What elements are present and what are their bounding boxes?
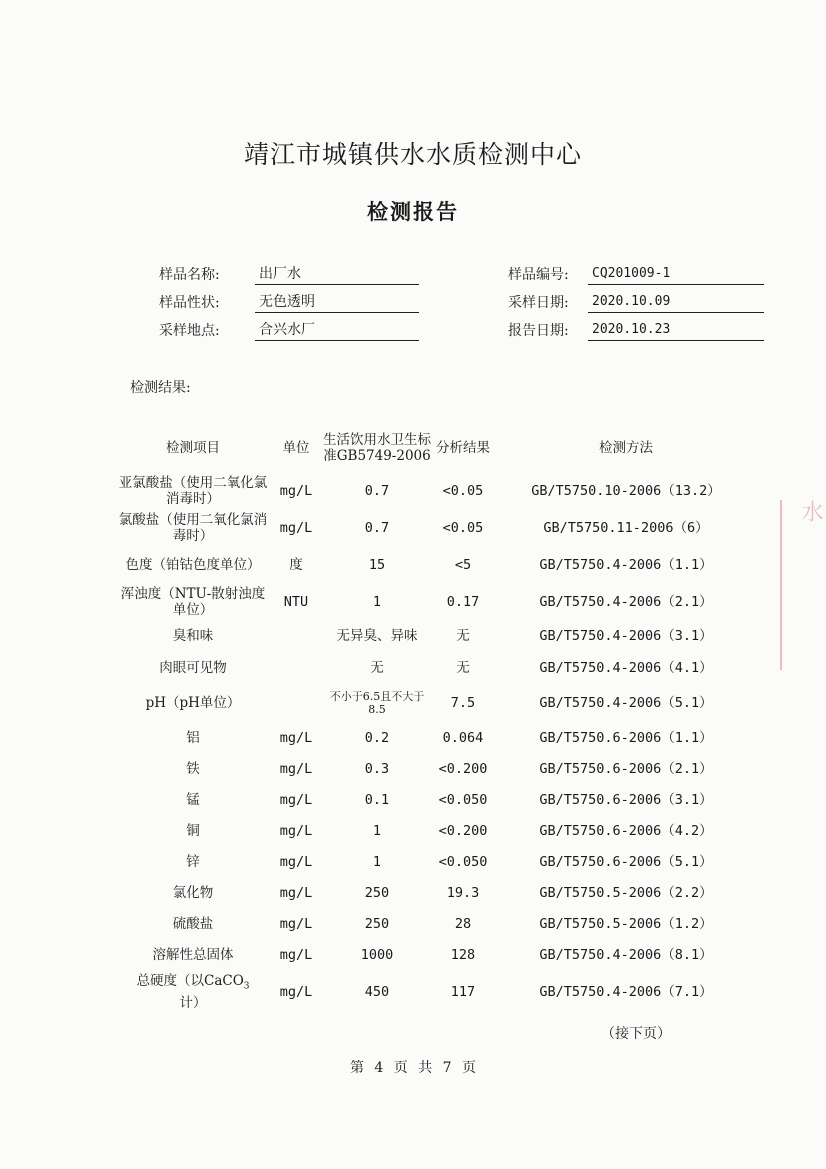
item-method: GB/T5750.4-2006（7.1） <box>539 984 713 1000</box>
item-standard: 450 <box>364 984 390 1000</box>
table-header-row <box>117 424 757 472</box>
item-unit: mg/L <box>279 884 313 901</box>
table-row <box>117 846 757 877</box>
item-name-part: 总硬度（以CaCO <box>136 973 244 990</box>
item-name: 铜 <box>186 822 200 839</box>
item-result: <0.05 <box>442 482 484 499</box>
report-date-value: 2020.10.23 <box>588 320 764 341</box>
table-row <box>117 684 757 722</box>
item-unit: mg/L <box>279 822 313 839</box>
item-name: 色度（铂钴色度单位） <box>125 557 261 573</box>
item-standard: 0.3 <box>364 760 390 777</box>
item-result: <0.200 <box>438 822 488 839</box>
item-result: 0.17 <box>446 594 480 610</box>
sample-id-value: CQ201009-1 <box>588 264 764 285</box>
stamp-text: 水 <box>798 500 823 522</box>
sample-property-label: 样品性状: <box>159 295 220 311</box>
item-result: <0.200 <box>438 760 488 777</box>
item-method: GB/T5750.6-2006（1.1） <box>539 729 713 746</box>
table-row <box>117 652 757 684</box>
header-item: 检测项目 <box>166 440 220 456</box>
item-unit: mg/L <box>279 482 313 499</box>
item-method: GB/T5750.4-2006（1.1） <box>539 557 713 573</box>
item-unit <box>269 684 323 722</box>
item-unit: mg/L <box>279 915 313 932</box>
item-result: 无 <box>456 660 470 676</box>
item-result: 0.064 <box>442 729 484 746</box>
item-method: GB/T5750.4-2006（8.1） <box>539 946 713 963</box>
item-method: GB/T5750.6-2006（5.1） <box>539 853 713 870</box>
item-method: GB/T5750.4-2006（2.1） <box>539 594 713 610</box>
item-standard: 0.7 <box>364 482 390 499</box>
item-unit <box>269 652 323 684</box>
item-unit: NTU <box>283 594 309 610</box>
table-row <box>117 877 757 908</box>
item-standard: 1 <box>372 853 382 870</box>
item-unit: mg/L <box>279 853 313 870</box>
item-unit: mg/L <box>279 984 313 1000</box>
item-method: GB/T5750.11-2006（6） <box>543 519 709 536</box>
sample-id-label: 样品编号: <box>508 267 569 283</box>
item-unit: mg/L <box>279 519 313 536</box>
sample-date-value: 2020.10.09 <box>588 292 764 313</box>
item-unit: 度 <box>289 557 303 573</box>
item-result: <5 <box>454 557 472 573</box>
item-unit: mg/L <box>279 791 313 808</box>
item-name: pH（pH单位） <box>145 695 241 711</box>
table-row <box>117 546 757 584</box>
results-table <box>117 424 757 1014</box>
item-name: 氯酸盐（使用二氧化氯消毒时） <box>118 511 268 544</box>
item-unit: mg/L <box>279 760 313 777</box>
header-method: 检测方法 <box>599 440 653 456</box>
item-standard: 0.7 <box>364 519 390 536</box>
table-row <box>117 509 757 546</box>
item-result: <0.050 <box>438 853 488 870</box>
item-standard: 1 <box>372 822 382 839</box>
item-method: GB/T5750.4-2006（3.1） <box>539 628 713 644</box>
item-standard: 不小于6.5且不大于8.5 <box>329 690 425 716</box>
item-method: GB/T5750.6-2006（3.1） <box>539 791 713 808</box>
header-result: 分析结果 <box>436 440 490 456</box>
item-method: GB/T5750.5-2006（1.2） <box>539 915 713 932</box>
item-method: GB/T5750.6-2006（4.2） <box>539 822 713 839</box>
item-standard: 250 <box>364 884 390 901</box>
item-result: <0.050 <box>438 791 488 808</box>
item-method: GB/T5750.10-2006（13.2） <box>531 482 721 499</box>
item-name: 臭和味 <box>172 628 214 644</box>
item-result: 117 <box>450 984 476 1000</box>
table-row <box>117 620 757 652</box>
item-standard: 0.2 <box>364 729 390 746</box>
item-standard: 1 <box>372 594 382 610</box>
page-footer: 第 4 页 共 7 页 <box>349 1060 477 1076</box>
results-label: 检测结果: <box>130 380 191 396</box>
item-standard: 15 <box>368 557 386 573</box>
item-unit: mg/L <box>279 946 313 963</box>
item-result: 7.5 <box>450 695 476 711</box>
item-name-subscript: 3 <box>243 981 250 992</box>
item-name: 锌 <box>186 853 200 870</box>
item-name: 浑浊度（NTU-散射浊度单位） <box>120 586 266 618</box>
sample-location-value: 合兴水厂 <box>255 320 419 341</box>
table-row <box>117 722 757 753</box>
table-row <box>117 784 757 815</box>
continued-note: （接下页） <box>601 1026 671 1042</box>
item-unit: mg/L <box>279 729 313 746</box>
item-method: GB/T5750.6-2006（2.1） <box>539 760 713 777</box>
organization-title: 靖江市城镇供水水质检测中心 <box>243 140 582 169</box>
item-method: GB/T5750.4-2006（4.1） <box>539 660 713 676</box>
report-title: 检测报告 <box>367 200 459 224</box>
table-row <box>117 815 757 846</box>
item-result: 28 <box>454 915 472 932</box>
item-name-part: 计） <box>179 994 207 1011</box>
sample-location-label: 采样地点: <box>159 323 220 339</box>
item-standard: 0.1 <box>364 791 390 808</box>
table-row <box>117 584 757 620</box>
item-standard: 无 <box>370 660 384 676</box>
item-unit <box>269 620 323 652</box>
item-name: 溶解性总固体 <box>152 946 234 963</box>
sample-name-label: 样品名称: <box>159 267 220 283</box>
sample-date-label: 采样日期: <box>508 295 569 311</box>
item-name: 铁 <box>186 760 200 777</box>
table-row <box>117 970 757 1014</box>
item-name: 氯化物 <box>172 884 214 901</box>
table-row <box>117 472 757 509</box>
header-unit: 单位 <box>282 440 310 456</box>
item-method: GB/T5750.5-2006（2.2） <box>539 884 713 901</box>
item-name: 亚氯酸盐（使用二氧化氯消毒时） <box>118 474 268 507</box>
sample-name-value: 出厂水 <box>255 264 419 285</box>
item-method: GB/T5750.4-2006（5.1） <box>539 695 713 711</box>
item-result: 19.3 <box>446 884 480 901</box>
item-name: 肉眼可见物 <box>159 660 227 676</box>
table-row <box>117 939 757 970</box>
item-result: 无 <box>456 628 470 644</box>
item-name: 锰 <box>186 791 200 808</box>
item-result: 128 <box>450 946 476 963</box>
table-row <box>117 753 757 784</box>
item-standard: 无异臭、异味 <box>336 628 418 644</box>
item-name <box>117 970 269 1014</box>
table-row <box>117 908 757 939</box>
sample-property-value: 无色透明 <box>255 292 419 313</box>
red-seal-stamp <box>780 500 826 670</box>
item-standard: 250 <box>364 915 390 932</box>
report-date-label: 报告日期: <box>508 323 569 339</box>
item-standard: 1000 <box>360 946 394 963</box>
item-result: <0.05 <box>442 519 484 536</box>
header-standard: 生活饮用水卫生标准GB5749-2006 <box>323 432 431 464</box>
item-name: 铝 <box>186 729 200 746</box>
item-name: 硫酸盐 <box>172 915 214 932</box>
